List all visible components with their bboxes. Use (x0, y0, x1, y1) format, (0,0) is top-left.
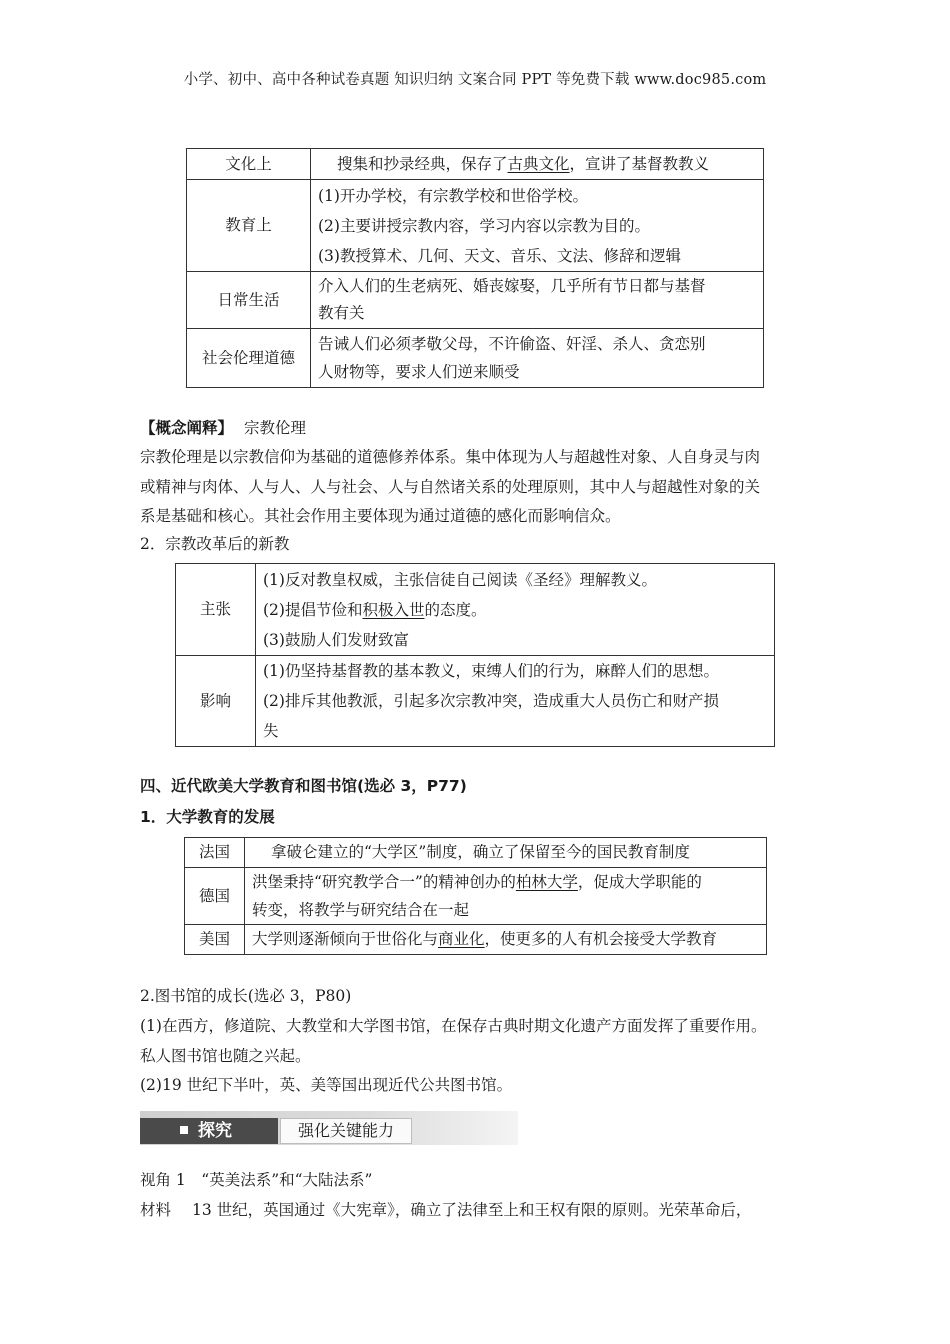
material-label: 材料 (140, 1201, 172, 1219)
row-content (311, 272, 764, 329)
banner-subtitle: 强化关键能力 (280, 1118, 412, 1144)
table-row (187, 272, 764, 329)
text-line: 拿破仑建立的“大学区”制度，确立了保留至今的国民教育制度 (271, 843, 690, 861)
row-content (256, 564, 775, 656)
table-row (185, 868, 767, 925)
underlined-term: 柏林大学 (515, 873, 578, 891)
text-segment: 的态度。 (424, 600, 487, 619)
row-content (311, 180, 764, 272)
section-banner (140, 1106, 518, 1150)
subsection-heading: 2.图书馆的成长(选必 3，P80) (140, 987, 352, 1005)
text-segment: (2)提倡节俭和 (263, 600, 363, 619)
table-row (176, 656, 775, 747)
text-line: (1)在西方，修道院、大教堂和大学图书馆，在保存古典时期文化遗产方面发挥了重要作用。 (140, 1017, 767, 1035)
text-segment: ，宣讲了基督教教义 (569, 154, 710, 173)
list-item: (3)鼓励人们发财致富 (263, 630, 409, 649)
square-icon (180, 1126, 188, 1134)
material-line (140, 1196, 751, 1225)
row-label: 社会伦理道德 (187, 329, 311, 388)
section-heading: 四、近代欧美大学教育和图书馆(选必 3，P77) (140, 777, 467, 795)
text-segment: ，促成大学职能的 (577, 873, 702, 891)
row-content (311, 149, 764, 180)
text-line: 系是基础和核心。其社会作用主要体现为通过道德的感化而影响信众。 (140, 507, 621, 525)
row-content (245, 868, 767, 925)
concept-tag: 【概念阐释】 (140, 419, 234, 437)
table-row (187, 329, 764, 388)
text-line: 告诫人们必须孝敬父母，不许偷盗、奸淫、杀人、贪恋别 (318, 335, 706, 353)
text-segment: 搜集和抄录经典，保存了 (337, 154, 508, 173)
text-line: (2)19 世纪下半叶，英、美等国出现近代公共图书馆。 (140, 1076, 513, 1094)
row-label: 主张 (176, 564, 256, 656)
underlined-term: 积极入世 (362, 600, 425, 619)
list-item: (1)仍坚持基督教的基本教义，束缚人们的行为，麻醉人们的思想。 (263, 662, 719, 680)
concept-body (140, 443, 760, 532)
text-line: 人财物等，要求人们逆来顺受 (318, 363, 520, 381)
list-item: (3)教授算术、几何、天文、音乐、文法、修辞和逻辑 (318, 246, 681, 265)
table-row (185, 925, 767, 955)
underlined-term: 古典文化 (507, 154, 570, 173)
text-line: 转变，将教学与研究结合在一起 (252, 901, 470, 919)
row-label: 影响 (176, 656, 256, 747)
table-row (185, 838, 767, 868)
text-segment: 大学则逐渐倾向于世俗化与 (252, 930, 439, 948)
concept-heading (140, 414, 306, 443)
row-label: 美国 (185, 925, 245, 955)
text-line: 介入人们的生老病死、婚丧嫁娶，几乎所有节日都与基督 (318, 277, 706, 295)
text-line: 或精神与肉体、人与人、人与社会、人与自然诸关系的处理原则，其中人与超越性对象的关 (140, 477, 761, 496)
row-content (256, 656, 775, 747)
section-heading: 2．宗教改革后的新教 (140, 535, 290, 553)
material-text: 13 世纪，英国通过《大宪章》，确立了法律至上和王权有限的原则。光荣革命后， (191, 1201, 752, 1219)
table-protestantism (175, 563, 775, 747)
page-header: 小学、初中、高中各种试卷真题 知识归纳 文案合同 PPT 等免费下载 www.doc985.com (183, 72, 767, 88)
table-row (176, 564, 775, 656)
text-line: 教有关 (318, 304, 365, 322)
underlined-term: 商业化 (438, 930, 485, 948)
row-label: 教育上 (187, 180, 311, 272)
subsection-heading: 1．大学教育的发展 (140, 808, 275, 826)
row-label: 德国 (185, 868, 245, 925)
text-line (252, 925, 759, 954)
row-label: 法国 (185, 838, 245, 868)
list-item: (1)开办学校，有宗教学校和世俗学校。 (318, 186, 588, 205)
list-item: (2)排斥其他教派，引起多次宗教冲突，造成重大人员伤亡和财产损 (263, 692, 719, 710)
view-title: 视角 1 “英美法系”和“大陆法系” (140, 1171, 373, 1189)
text-segment: 洪堡秉持“研究教学合一”的精神创办的 (252, 873, 516, 891)
text-line (252, 868, 759, 896)
row-content (311, 329, 764, 388)
text-line: 私人图书馆也随之兴起。 (140, 1046, 311, 1065)
banner-tag (140, 1118, 278, 1144)
banner-tag-label: 探究 (198, 1121, 232, 1141)
row-content (245, 838, 767, 868)
row-content (245, 925, 767, 955)
row-label: 日常生活 (187, 272, 311, 329)
text-line: 宗教伦理是以宗教信仰为基础的道德修养体系。集中体现为人与超越性对象、人自身灵与肉 (140, 448, 761, 466)
list-item (263, 595, 767, 625)
list-item: 失 (263, 722, 279, 740)
library-body (140, 1012, 766, 1101)
table-row (187, 149, 764, 180)
text-segment: ，使更多的人有机会接受大学教育 (484, 930, 718, 948)
table-church-influence (186, 148, 764, 388)
list-item: (1)反对教皇权威，主张信徒自己阅读《圣经》理解教义。 (263, 570, 657, 589)
table-university-education (184, 837, 767, 955)
concept-title: 宗教伦理 (243, 419, 306, 437)
list-item: (2)主要讲授宗教内容，学习内容以宗教为目的。 (318, 216, 650, 235)
row-label: 文化上 (187, 149, 311, 180)
table-row (187, 180, 764, 272)
